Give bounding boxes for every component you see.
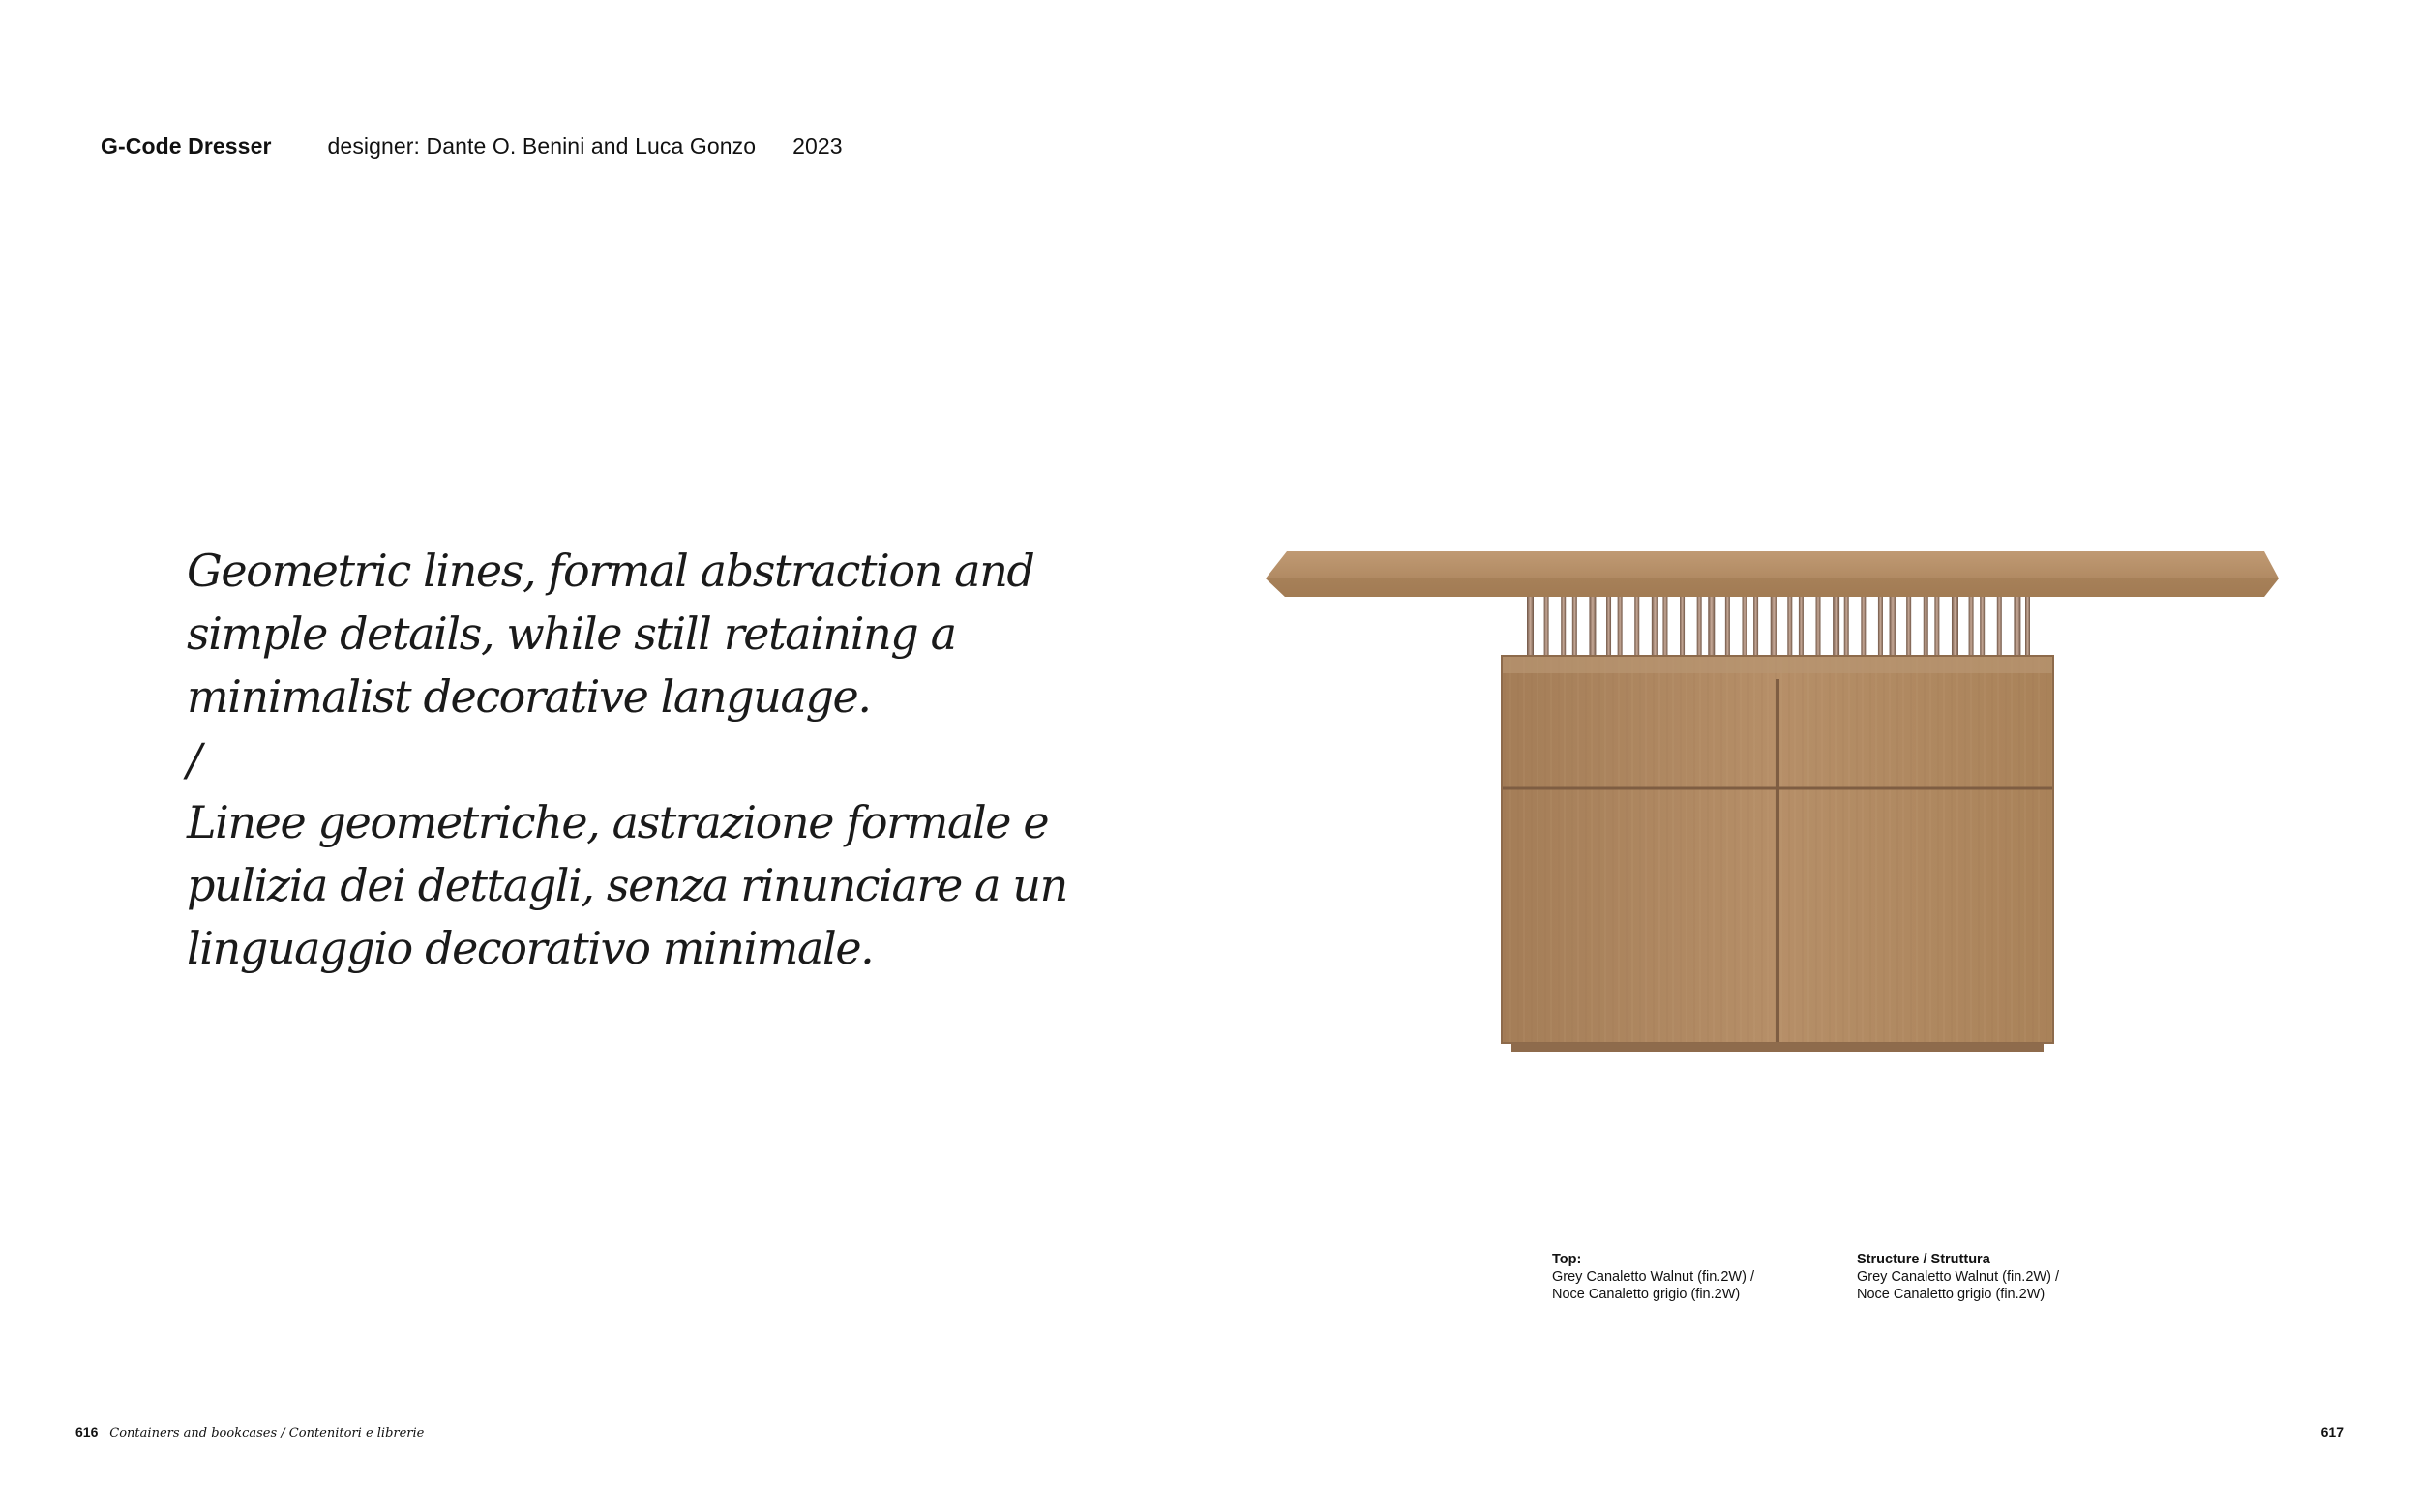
page-number-left: 616_ [75, 1424, 106, 1439]
spec-structure-label: Structure / Struttura [1857, 1252, 1990, 1267]
rod [1618, 597, 1623, 661]
section-name: Containers and bookcases / Contenitori e librerie [105, 1426, 425, 1440]
rod [1680, 597, 1685, 661]
rod [1924, 597, 1928, 661]
quote-separator: / [187, 733, 201, 786]
designer-credit: designer: Dante O. Benini and Luca Gonzo [327, 133, 757, 159]
rod [1997, 597, 2002, 661]
spec-structure [1857, 1251, 2059, 1303]
rod [1771, 597, 1777, 661]
rod [1878, 597, 1883, 661]
rod [2014, 597, 2020, 661]
spec-structure-line: Noce Canaletto grigio (fin.2W) [1857, 1287, 2046, 1302]
rod [1816, 597, 1821, 661]
spec-top [1552, 1251, 1754, 1303]
rod [1980, 597, 1985, 661]
rod [1634, 597, 1639, 661]
spec-top-line: Noce Canaletto grigio (fin.2W) [1552, 1287, 1741, 1302]
quote-line: minimalist decorative language. [187, 670, 871, 723]
rod [1652, 597, 1658, 661]
rod [1527, 597, 1534, 661]
rod [1561, 597, 1566, 661]
page-header [101, 133, 843, 160]
spec-structure-line: Grey Canaletto Walnut (fin.2W) / [1857, 1269, 2059, 1285]
quote-line: linguaggio decorativo minimale. [187, 922, 874, 974]
rod [1934, 597, 1939, 661]
rod [1662, 597, 1667, 661]
rod [1753, 597, 1758, 661]
spec-top-label: Top: [1552, 1252, 1582, 1267]
product-image [1258, 542, 2284, 1064]
product-title: G-Code Dresser [101, 133, 272, 159]
quote-line: pulizia dei dettagli, senza rinunciare a un [187, 859, 1067, 911]
rod [1742, 597, 1747, 661]
rod [1969, 597, 1974, 661]
rod [1544, 597, 1549, 661]
rod [1697, 597, 1702, 661]
rod-group [1527, 597, 2030, 661]
rod [1906, 597, 1911, 661]
rod [1833, 597, 1839, 661]
year: 2023 [792, 133, 843, 159]
rod [1952, 597, 1958, 661]
footer-left [75, 1424, 424, 1440]
cabinet-plinth [1511, 1043, 2044, 1052]
rod [1606, 597, 1611, 661]
rod [1799, 597, 1804, 661]
description-quote [187, 540, 1067, 980]
rod [1890, 597, 1896, 661]
rod [1725, 597, 1730, 661]
quote-line: simple details, while still retaining a [187, 608, 956, 660]
spec-top-line: Grey Canaletto Walnut (fin.2W) / [1552, 1269, 1754, 1285]
rod [1844, 597, 1849, 661]
quote-line: Geometric lines, formal abstraction and [187, 545, 1034, 597]
rod [1572, 597, 1577, 661]
rod [1589, 597, 1596, 661]
rod [1708, 597, 1715, 661]
rod [1787, 597, 1792, 661]
rod [2025, 597, 2030, 661]
page-number-right: 617 [2320, 1424, 2344, 1439]
rod [1861, 597, 1866, 661]
quote-line: Linee geometriche, astrazione formale e [187, 796, 1049, 848]
